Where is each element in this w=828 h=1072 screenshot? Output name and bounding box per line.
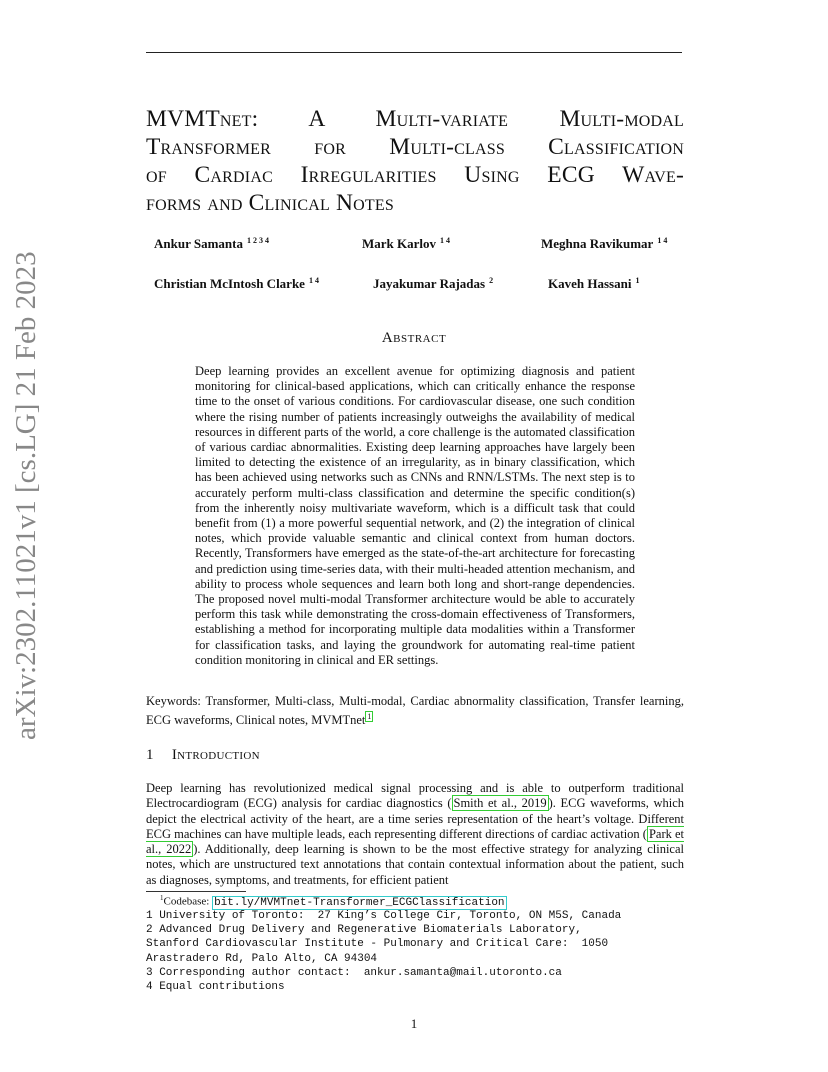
paper-title bbox=[146, 105, 684, 217]
footnote-codebase: $^1$Codebase: bit.ly/MVMTnet-Transformer_ECGClassification bbox=[160, 894, 505, 909]
author: Jayakumar Rajadas $^2$ bbox=[373, 276, 494, 291]
footnote-link[interactable]: 1 bbox=[367, 712, 372, 722]
author: Meghna Ravikumar $^{1 4}$ bbox=[541, 236, 668, 251]
keywords bbox=[146, 694, 684, 729]
author: Kaveh Hassani $^1$ bbox=[548, 276, 640, 291]
author: Mark Karlov $^{1 4}$ bbox=[362, 236, 451, 251]
top-rule bbox=[146, 52, 682, 53]
title-line-3: of Cardiac Irregularities Using ECG Wave- bbox=[146, 162, 684, 188]
abstract-body: Deep learning provides an excellent avenue for optimizing diagnosis and patient monitoring for clinical-based applications, which can critically enhance the response time to the onset of various conditions. For cardiovascular disease, one such condition where the rising number of patients increasingly outweighs the availability of medical resources in different parts of the world, a core challenge is the automated classification of various cardiac abnormalities. Existing deep learning approaches have largely been limited to detecting the existence of an irregularity, as in binary classification, which has been achieved using networks such as CNNs and RNN/LSTMs. The next step is to accurately perform multi-class classification and determine the specific condition(s) from the inherently noisy multivariate waveform, which is a difficult task that could benefit from (1) a more powerful sequential network, and (2) the integration of clinical notes, which provide valuable semantic and clinical context from human doctors. Recently, Transformers have emerged as the state-of-the-art architecture for forecasting and prediction using time-series data, with their multi-headed attention mechanism, and ability to process whole sequences and learn both long and short-range dependencies. The proposed novel multi-modal Transformer architecture would be able to accurately perform this task while demonstrating the cross-domain effectiveness of Transformers, establishing a method for incorporating multiple data modalities within a Transformer for classification tasks, and laying the groundwork for automating real-time patient condition monitoring in clinical and ER settings. bbox=[195, 364, 635, 667]
title-line-4: forms and Clinical Notes bbox=[146, 190, 394, 216]
title-line-1: MVMTnet: A Multi-variate Multi-modal bbox=[146, 106, 684, 132]
codebase-link[interactable]: bit.ly/MVMTnet-Transformer_ECGClassification bbox=[214, 896, 505, 909]
section-number: 1 bbox=[146, 747, 154, 763]
introduction-paragraph: Deep learning has revolutionized medical signal processing and is able to outperform traditional Electrocardiogram (ECG) analysis for cardiac diagnostics ( Smith et al., 2019 ). ECG waveforms, which depict the electrical activity of the heart, are a time series representation of the heart’s voltage. Different ECG machines can have multiple leads, each representing different directions of cardiac activation ( Park et al., 2022 ). Additionally, deep learning is shown to be the most effective strategy for analyzing clinical notes, which are unstructured text annotations that contain contextual information about the patient, such as diagnoses, symptoms, and treatments, for efficient patient bbox=[146, 781, 685, 887]
keywords-text: Keywords: Transformer, Multi-class, Multi-modal, Cardiac abnormality classification, Transfer learning, ECG waveforms, Clinical notes, MVMTnet bbox=[146, 694, 684, 728]
author: Ankur Samanta $^{1 2 3 4}$ bbox=[154, 236, 269, 251]
section-title: Introduction bbox=[171, 747, 260, 763]
author: Christian McIntosh Clarke $^{1 4}$ bbox=[154, 276, 319, 291]
arxiv-identifier: arXiv:2302.11021v1 [cs.LG] 21 Feb 2023 bbox=[10, 251, 42, 740]
footnote-rule bbox=[146, 891, 246, 892]
citation-link[interactable]: Park et al., 2022 bbox=[146, 826, 685, 857]
abstract-heading: Abstract bbox=[381, 330, 447, 346]
citation-link[interactable]: Smith et al., 2019 bbox=[453, 796, 547, 811]
title-line-2: Transformer for Multi-class Classification bbox=[146, 134, 684, 160]
section-heading-introduction bbox=[146, 747, 260, 764]
affiliations: 1 University of Toronto: 27 King’s College Cir, Toronto, ON M5S, Canada 2 Advanced Drug Delivery and Regenerative Biomaterials Laboratory, Stanford Cardiovascular Institute - Pulmonary and Critical Care: 1050 Arastradero Rd, Palo Alto, CA 94304 3 Corresponding author contact: ankur.samanta@mail.utoronto.ca 4 Equal contributions bbox=[146, 910, 622, 994]
page-number: 1 bbox=[410, 1016, 418, 1031]
